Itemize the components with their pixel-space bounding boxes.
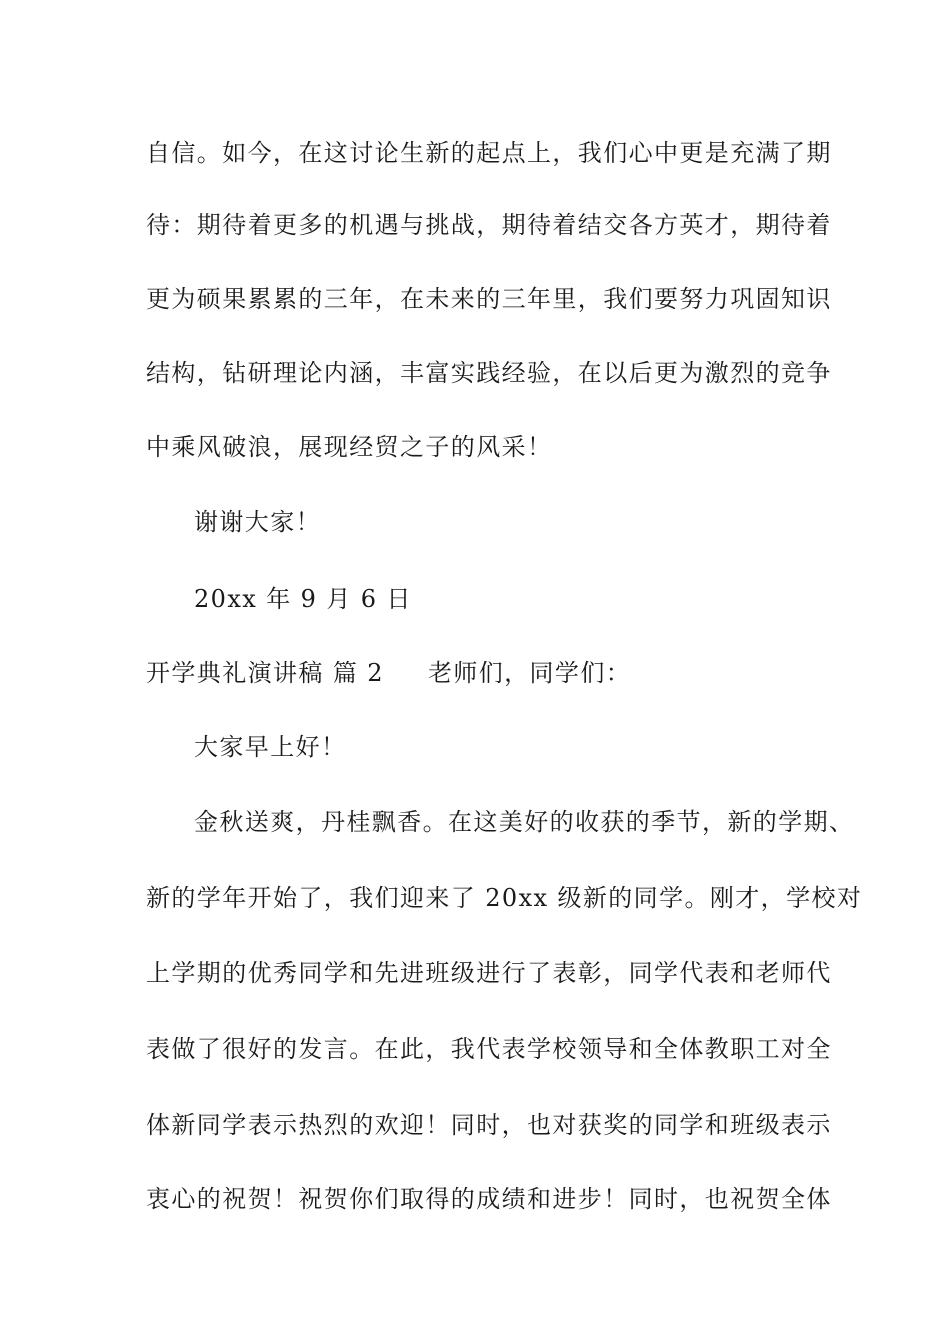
paragraph-line: 自信。如今，在这讨论生新的起点上，我们心中更是充满了期: [146, 139, 832, 167]
paragraph-line: 表做了很好的发言。在此，我代表学校领导和全体教职工对全: [146, 1035, 832, 1063]
paragraph-line: 体新同学表示热烈的欢迎！同时，也对获奖的同学和班级表示: [146, 1111, 832, 1139]
closing-thanks: 谢谢大家！: [194, 508, 321, 536]
paragraph-line: 新的学年开始了，我们迎来了 20xx 级新的同学。刚才，学校对: [146, 884, 863, 912]
paragraph-line: 金秋送爽，丹桂飘香。在这美好的收获的季节，新的学期、: [194, 808, 855, 836]
paragraph-line: 待：期待着更多的机遇与挑战，期待着结交各方英才，期待着: [146, 211, 832, 239]
speech-title: 开学典礼演讲稿 篇 2: [146, 659, 384, 687]
paragraph-line: 更为硕果累累的三年，在未来的三年里，我们要努力巩固知识: [146, 285, 832, 313]
speech-greeting: 老师们，同学们：: [427, 659, 632, 687]
section-heading: [146, 658, 631, 688]
paragraph-line: 结构，钻研理论内涵，丰富实践经验，在以后更为激烈的竞争: [146, 359, 832, 387]
paragraph-line: 中乘风破浪，展现经贸之子的风采！: [146, 433, 553, 461]
speech-date: 20xx 年 9 月 6 日: [194, 585, 412, 613]
paragraph-line: 衷心的祝贺！祝贺你们取得的成绩和进步！同时，也祝贺全体: [146, 1185, 832, 1213]
opening-greeting: 大家早上好！: [194, 733, 347, 761]
paragraph-line: 上学期的优秀同学和先进班级进行了表彰，同学代表和老师代: [146, 959, 832, 987]
